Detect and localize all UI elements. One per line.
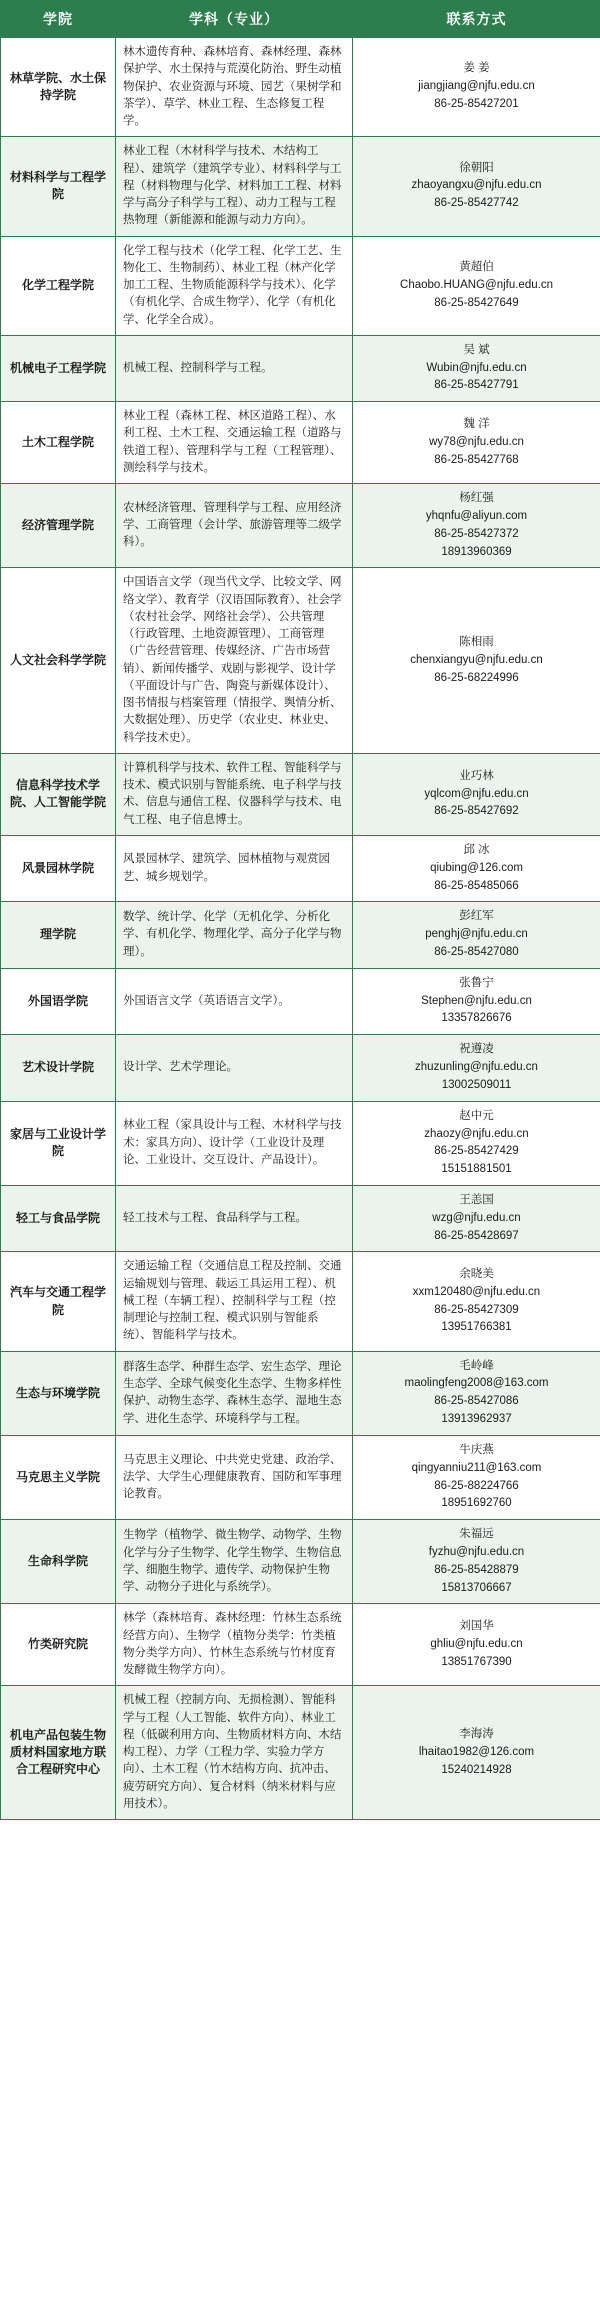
- contact-email[interactable]: wy78@njfu.edu.cn: [429, 435, 524, 448]
- cell-college: 马克思主义学院: [1, 1435, 116, 1519]
- contact-email[interactable]: fyzhu@njfu.edu.cn: [428, 1545, 525, 1558]
- contact-phone: 86-25-85427080: [434, 946, 519, 958]
- contact-email[interactable]: Wubin@njfu.edu.cn: [426, 361, 527, 374]
- contact-person-name: 魏 洋: [463, 417, 490, 430]
- cell-contact: [353, 1185, 600, 1251]
- contact-phone: 13357826676: [441, 1012, 512, 1025]
- cell-contact: [353, 968, 600, 1034]
- contact-phone: 18951692760: [441, 1497, 512, 1510]
- cell-college: 生态与环境学院: [1, 1351, 116, 1435]
- contact-person-name: 余晓美: [459, 1267, 494, 1280]
- cell-college: 竹类研究院: [1, 1604, 116, 1686]
- cell-major: 风景园林学、建筑学、园林植物与观赏园艺、城乡规划学。: [116, 835, 353, 901]
- contact-person-name: 赵中元: [459, 1109, 494, 1122]
- contact-email[interactable]: penghj@njfu.edu.cn: [425, 928, 528, 941]
- contact-person-name: 邱 冰: [463, 843, 490, 856]
- contact-email[interactable]: lhaitao1982@126.com: [418, 1745, 535, 1758]
- cell-college: 艺术设计学院: [1, 1035, 116, 1101]
- contact-email[interactable]: Chaobo.HUANG@njfu.edu.cn: [400, 278, 553, 291]
- table-row: [1, 335, 600, 401]
- table-row: [1, 1686, 600, 1820]
- cell-contact: [353, 1252, 600, 1351]
- cell-college: 材料科学与工程学院: [1, 137, 116, 236]
- cell-major: 群落生态学、种群生态学、宏生态学、理论生态学、全球气候变化生态学、生物多样性保护、动物生态学、森林生态学、湿地生态学、进化生态学、环境科学与工程。: [116, 1351, 353, 1435]
- table-row: [1, 968, 600, 1034]
- contact-phone: 13951766381: [441, 1321, 512, 1334]
- cell-college: 生命科学院: [1, 1520, 116, 1604]
- cell-college: 汽车与交通工程学院: [1, 1252, 116, 1351]
- cell-college: 机械电子工程学院: [1, 335, 116, 401]
- cell-major: 机械工程、控制科学与工程。: [116, 335, 353, 401]
- contact-email[interactable]: wzg@njfu.edu.cn: [432, 1211, 521, 1224]
- contact-phone: 86-25-85427742: [434, 197, 519, 210]
- cell-contact: [353, 137, 600, 236]
- table-row: [1, 137, 600, 236]
- contact-phone: 15151881501: [441, 1163, 512, 1176]
- contact-phone: 86-25-85427692: [434, 805, 519, 818]
- contact-email[interactable]: maolingfeng2008@163.com: [404, 1377, 549, 1390]
- contact-phone: 86-25-85427201: [434, 98, 519, 111]
- cell-major: 设计学、艺术学理论。: [116, 1035, 353, 1101]
- contact-person-name: 业巧林: [459, 769, 494, 782]
- cell-college: 化学工程学院: [1, 236, 116, 335]
- contact-phone: 86-25-68224996: [434, 671, 519, 684]
- table-row: [1, 835, 600, 901]
- cell-major: 轻工技术与工程、食品科学与工程。: [116, 1185, 353, 1251]
- table-row: [1, 1185, 600, 1251]
- cell-college: 家居与工业设计学院: [1, 1101, 116, 1185]
- contact-phone: 86-25-85427649: [434, 296, 519, 309]
- contact-person-name: 李海涛: [459, 1728, 494, 1741]
- cell-contact: [353, 402, 600, 484]
- cell-college: 土木工程学院: [1, 402, 116, 484]
- cell-contact: [353, 38, 600, 137]
- cell-major: 数学、统计学、化学（无机化学、分析化学、有机化学、物理化学、高分子化学与物理）。: [116, 902, 353, 968]
- contact-phone: 13913962937: [441, 1413, 512, 1426]
- contact-email[interactable]: yhqnfu@aliyun.com: [425, 510, 528, 522]
- table-row: [1, 1101, 600, 1185]
- header-contact: 联系方式: [353, 1, 600, 38]
- cell-college: 轻工与食品学院: [1, 1185, 116, 1251]
- cell-major: 林木遗传育种、森林培育、森林经理、森林保护学、水土保持与荒漠化防治、野生动植物保护、农业资源与环境、园艺（果树学和茶学）、草学、林业工程、生态修复工程学。: [116, 38, 353, 137]
- contact-person-name: 祝遵凌: [459, 1043, 494, 1056]
- cell-major: 交通运输工程（交通信息工程及控制、交通运输规划与管理、载运工具运用工程）、机械工程（车辆工程）、控制科学与工程（控制理论与控制工程、模式识别与智能系统）、智能科学与技术。: [116, 1252, 353, 1351]
- cell-major: 林业工程（森林工程、林区道路工程）、水利工程、土木工程、交通运输工程（道路与铁道工程）、管理科学与工程（工程管理）、测绘科学与技术。: [116, 402, 353, 484]
- contact-email[interactable]: chenxiangyu@njfu.edu.cn: [410, 653, 543, 666]
- contact-phone: 86-25-85428697: [434, 1229, 519, 1242]
- contact-phone: 86-25-85427429: [434, 1145, 519, 1158]
- contact-phone: 86-25-88224766: [434, 1479, 519, 1492]
- table-row: [1, 38, 600, 137]
- cell-college: 林草学院、水土保持学院: [1, 38, 116, 137]
- contact-phone: 86-25-85428879: [434, 1563, 519, 1576]
- contact-phone: 86-25-85427086: [434, 1395, 519, 1408]
- contact-person-name: 徐朝阳: [459, 161, 494, 174]
- cell-contact: [353, 236, 600, 335]
- contact-email[interactable]: yqlcom@njfu.edu.cn: [424, 787, 529, 800]
- contact-phone: 15813706667: [441, 1581, 512, 1594]
- cell-major: 生物学（植物学、微生物学、动物学、生物化学与分子生物学、化学生物学、生物信息学、细胞生物学、遗传学、动物保护生物学、动物分子进化与系统学）。: [116, 1520, 353, 1604]
- cell-major: 化学工程与技术（化学工程、化学工艺、生物化工、生物制药）、林业工程（林产化学加工工程、生物质能源科学与技术）、化学（有机化学、合成生物学）、化学（有机化学、化学全合成）。: [116, 236, 353, 335]
- contact-phone: 18913960369: [441, 545, 512, 558]
- table-row: [1, 1035, 600, 1101]
- table-row: [1, 1604, 600, 1686]
- contact-phone: 86-25-85427768: [434, 453, 519, 466]
- header-college: 学院: [1, 1, 116, 38]
- table-row: [1, 1435, 600, 1519]
- cell-contact: [353, 1435, 600, 1519]
- header-major: 学科（专业）: [116, 1, 353, 38]
- cell-major: 计算机科学与技术、软件工程、智能科学与技术、模式识别与智能系统、电子科学与技术、信息与通信工程、仪器科学与技术、电气工程、电子信息博士。: [116, 753, 353, 835]
- contact-email[interactable]: qiubing@126.com: [430, 861, 523, 874]
- table-row: [1, 1351, 600, 1435]
- cell-major: 林业工程（木材科学与技术、木结构工程）、建筑学（建筑学专业）、材料科学与工程（材料物理与化学、材料加工工程、材料学与高分子科学与工程）、动力工程与工程热物理（新能源和能源与动力方向）。: [116, 137, 353, 236]
- cell-college: 信息科学技术学院、人工智能学院: [1, 753, 116, 835]
- cell-major: 机械工程（控制方向、无损检测）、智能科学与工程（人工智能、软件方向）、林业工程（低碳利用方向、生物质材料方向、木结构工程）、力学（工程力学、实验力学方向）、土木工程（竹木结构方向、抗冲击、疲劳研究方向）、复合材料（纳米材料与应用技术）。: [116, 1686, 353, 1820]
- contact-person-name: 朱福远: [459, 1528, 494, 1541]
- contact-person-name: 牛庆燕: [459, 1443, 494, 1456]
- cell-contact: [353, 1351, 600, 1435]
- cell-major: 林业工程（家具设计与工程、木材科学与技术：家具方向）、设计学（工业设计及理论、工业设计、交互设计、产品设计）。: [116, 1101, 353, 1185]
- contact-email[interactable]: qingyanniu211@163.com: [411, 1461, 542, 1474]
- contact-email[interactable]: Stephen@njfu.edu.cn: [421, 994, 532, 1007]
- contact-phone: 13002509011: [441, 1078, 512, 1091]
- contact-email[interactable]: xxm120480@njfu.edu.cn: [412, 1285, 541, 1298]
- table-header: [1, 1, 600, 38]
- cell-contact: [353, 1101, 600, 1185]
- cell-major: 马克思主义理论、中共党史党建、政治学、法学、大学生心理健康教育、国防和军事理论教育。: [116, 1435, 353, 1519]
- cell-contact: [353, 484, 600, 568]
- cell-major: 中国语言文学（现当代文学、比较文学、网络文学）、教育学（汉语国际教育）、社会学（农村社会学、网络社会学）、公共管理（行政管理、土地资源管理）、工商管理（广告经营管理、传媒经济、广告市场营销）、新闻传播学、戏剧与影视学、设计学（平面设计与广告、陶瓷与新媒体设计）、图书情报与档案管理（情报学、舆情分析、大数据处理）、历史学（农业史、林业史、科学技术史）。: [116, 568, 353, 754]
- contact-phone: 86-25-85485066: [434, 879, 519, 892]
- cell-contact: [353, 902, 600, 968]
- table-row: [1, 484, 600, 568]
- cell-contact: [353, 1604, 600, 1686]
- cell-contact: [353, 335, 600, 401]
- contact-person-name: 黄超伯: [459, 260, 494, 273]
- cell-contact: [353, 1686, 600, 1820]
- table-row: [1, 902, 600, 968]
- contact-phone: 13851767390: [441, 1655, 512, 1668]
- cell-college: 经济管理学院: [1, 484, 116, 568]
- cell-major: 林学（森林培育、森林经理：竹林生态系统经营方向）、生物学（植物分类学：竹类植物分类学方向）、竹林生态系统与竹材度育发酵微生物学方向）。: [116, 1604, 353, 1686]
- cell-college: 外国语学院: [1, 968, 116, 1034]
- contact-person-name: 杨红强: [459, 492, 494, 505]
- contact-email[interactable]: jiangjiang@njfu.edu.cn: [418, 80, 535, 93]
- contact-phone: 86-25-85427791: [434, 379, 519, 392]
- contact-phone: 86-25-85427309: [434, 1303, 519, 1316]
- contact-email[interactable]: zhaozy@njfu.edu.cn: [424, 1127, 529, 1140]
- cell-college: 人文社会科学学院: [1, 568, 116, 754]
- table-row: [1, 236, 600, 335]
- cell-contact: [353, 1520, 600, 1604]
- cell-contact: [353, 835, 600, 901]
- contact-phone: 15240214928: [441, 1763, 512, 1776]
- contact-person-name: 吴 斌: [463, 343, 490, 356]
- cell-contact: [353, 568, 600, 754]
- cell-college: 风景园林学院: [1, 835, 116, 901]
- contact-person-name: 张鲁宁: [459, 976, 494, 989]
- contact-person-name: 刘国华: [459, 1620, 494, 1633]
- contact-email[interactable]: zhaoyangxu@njfu.edu.cn: [411, 179, 542, 192]
- cell-contact: [353, 1035, 600, 1101]
- header-row: [1, 1, 600, 38]
- cell-college: 机电产品包装生物质材料国家地方联合工程研究中心: [1, 1686, 116, 1820]
- contact-person-name: 姜 姜: [463, 62, 490, 75]
- table-row: [1, 753, 600, 835]
- contact-phone: 86-25-85427372: [434, 527, 519, 540]
- cell-contact: [353, 753, 600, 835]
- contact-email[interactable]: ghliu@njfu.edu.cn: [430, 1637, 523, 1650]
- cell-college: 理学院: [1, 902, 116, 968]
- cell-major: 外国语言文学（英语语言文学）。: [116, 968, 353, 1034]
- table-row: [1, 1520, 600, 1604]
- contact-person-name: 陈相雨: [459, 635, 494, 648]
- table-row: [1, 1252, 600, 1351]
- table-body: [1, 38, 600, 1820]
- contact-person-name: 毛岭峰: [459, 1359, 494, 1372]
- cell-major: 农林经济管理、管理科学与工程、应用经济学、工商管理（会计学、旅游管理等二级学科）。: [116, 484, 353, 568]
- contact-email[interactable]: zhuzunling@njfu.edu.cn: [415, 1061, 538, 1074]
- table-row: [1, 568, 600, 754]
- table-row: [1, 402, 600, 484]
- contact-person-name: 彭红军: [459, 910, 494, 923]
- contact-person-name: 王恙国: [459, 1193, 494, 1206]
